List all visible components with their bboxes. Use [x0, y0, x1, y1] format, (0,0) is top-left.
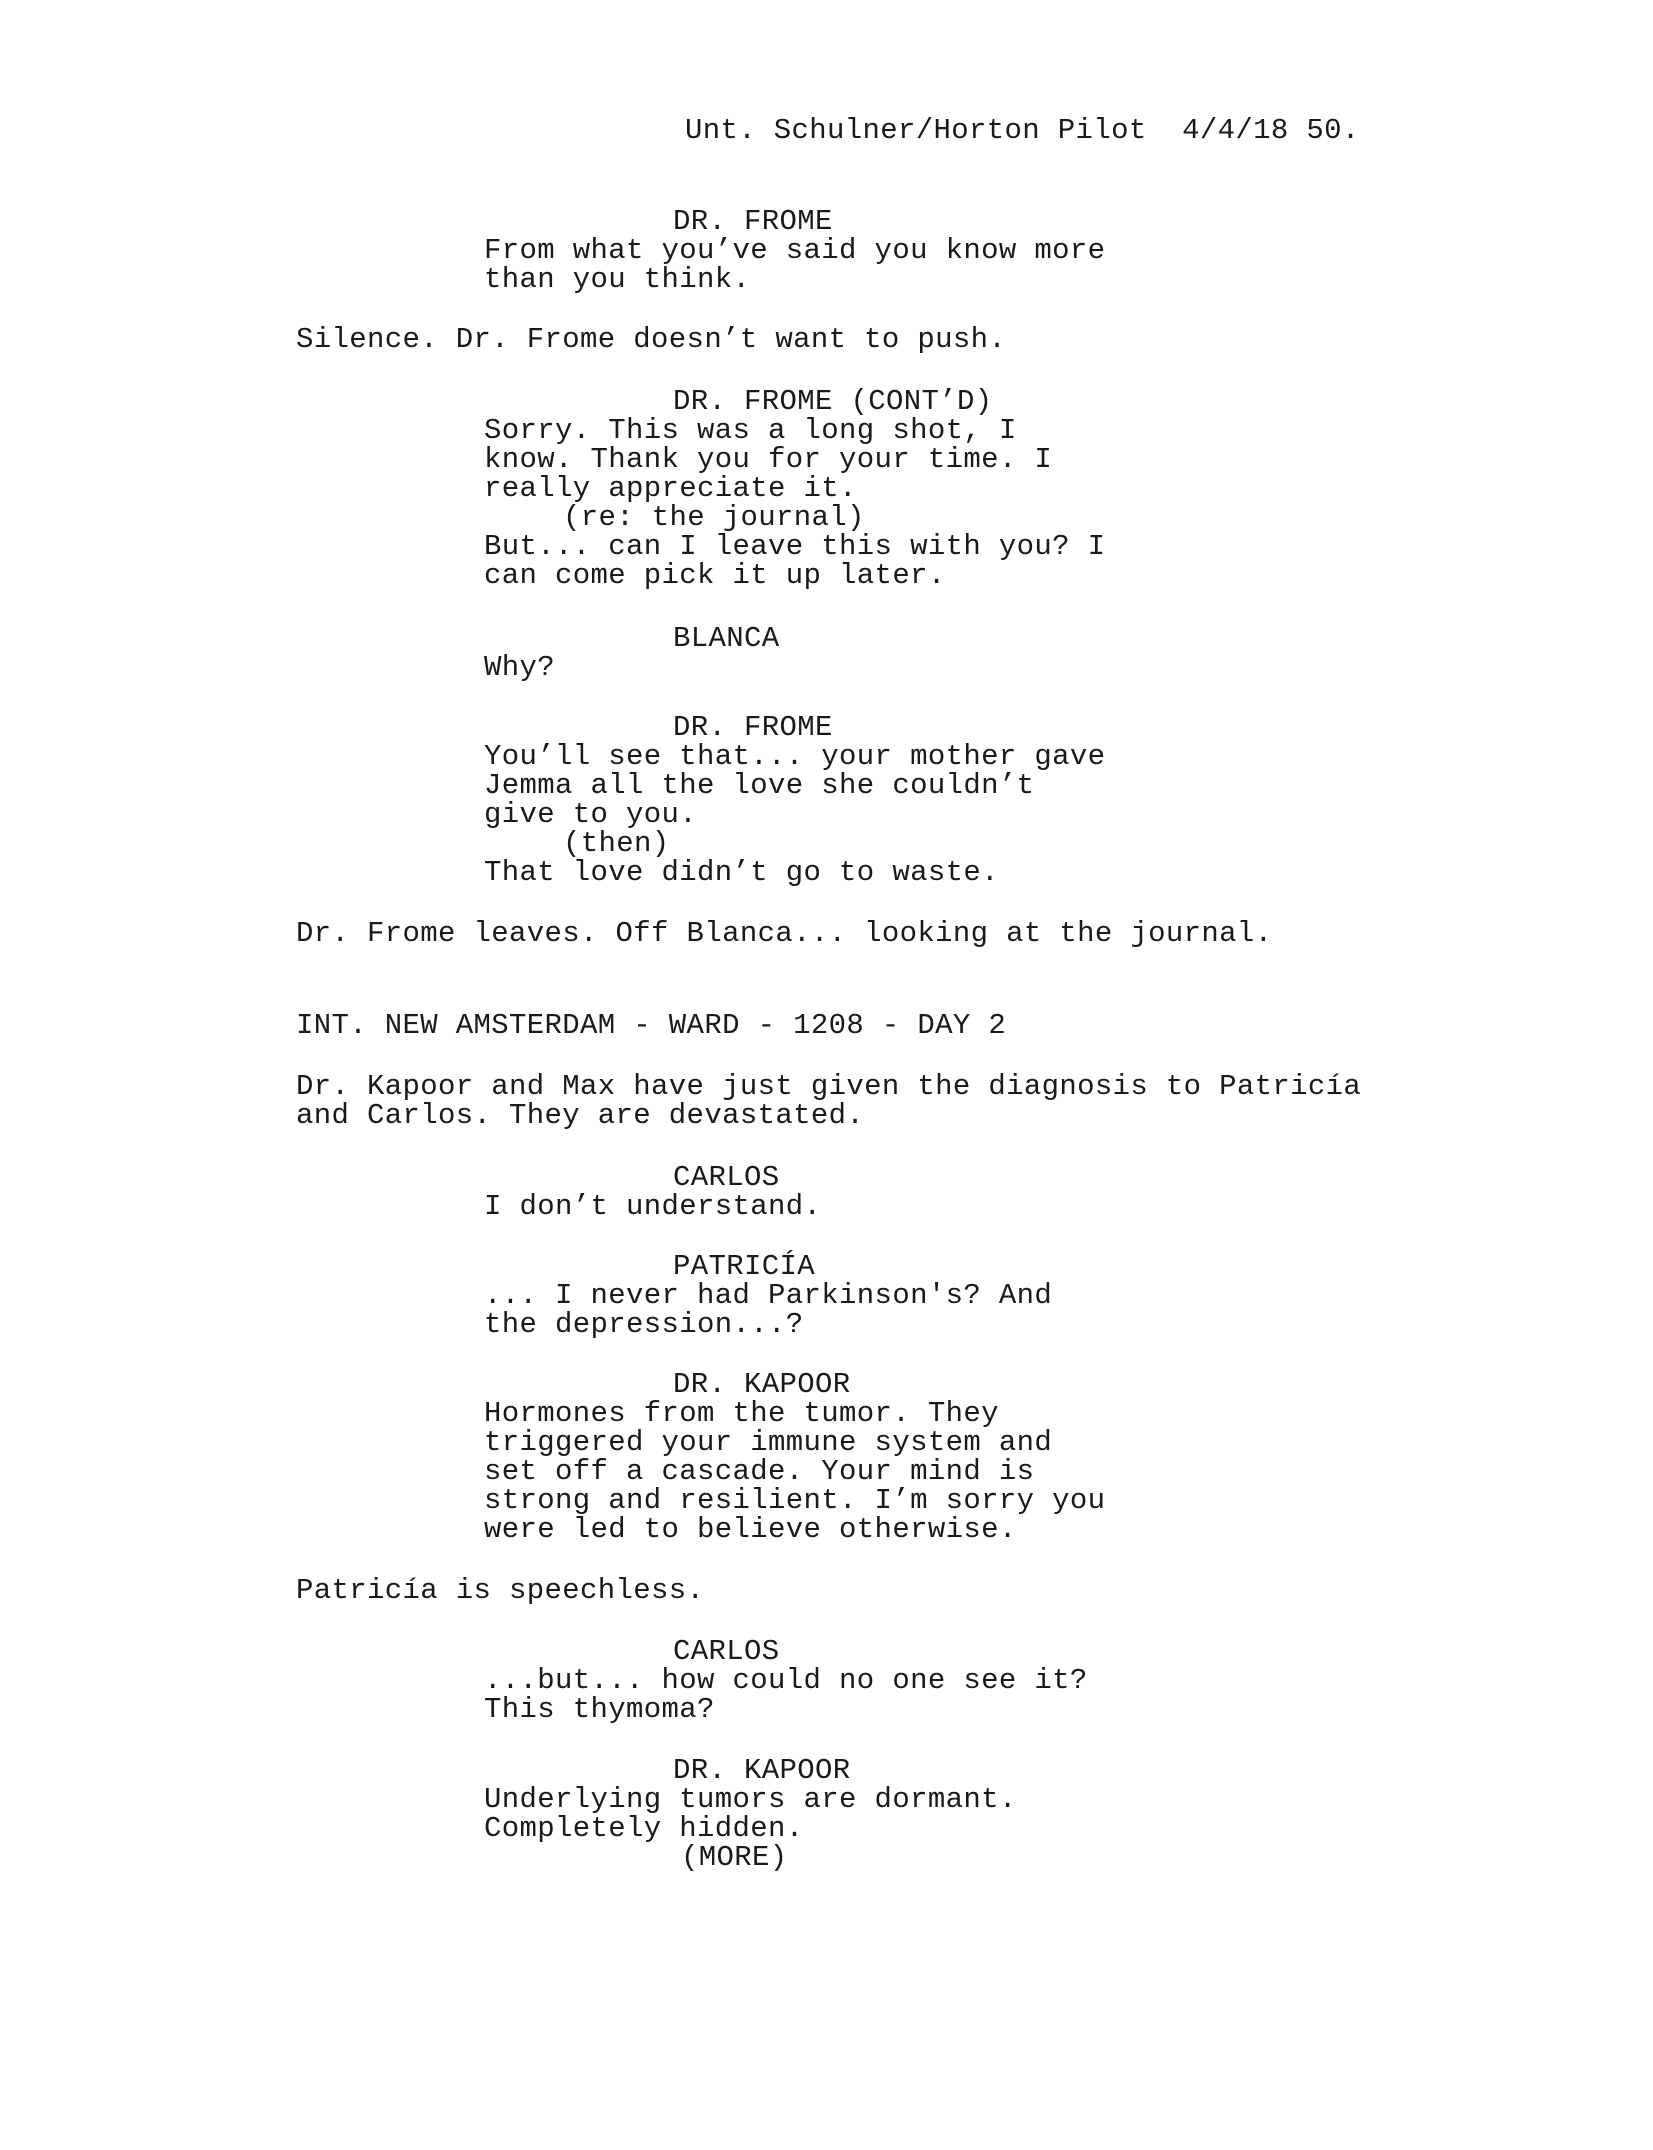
dialogue-line: set off a cascade. Your mind is: [484, 1455, 1035, 1488]
more-marker: (MORE): [681, 1841, 788, 1874]
dialogue-line: can come pick it up later.: [484, 559, 946, 592]
action-line: and Carlos. They are devastated.: [296, 1099, 865, 1132]
character-name: DR. FROME: [673, 205, 833, 238]
dialogue-line: Sorry. This was a long shot, I: [484, 414, 1017, 447]
character-name: DR. KAPOOR: [673, 1754, 851, 1787]
character-name: CARLOS: [673, 1635, 780, 1668]
dialogue-line: That love didn’t go to waste.: [484, 856, 999, 889]
dialogue-line: You’ll see that... your mother gave: [484, 740, 1106, 773]
character-name: BLANCA: [673, 622, 780, 655]
dialogue-line: know. Thank you for your time. I: [484, 443, 1053, 476]
dialogue-line: ... I never had Parkinson's? And: [484, 1279, 1053, 1312]
dialogue-line: This thymoma?: [484, 1693, 715, 1726]
dialogue-line: Jemma all the love she couldn’t: [484, 769, 1035, 802]
parenthetical: (re: the journal): [563, 501, 865, 534]
dialogue-line: ...but... how could no one see it?: [484, 1664, 1088, 1697]
page-header: Unt. Schulner/Horton Pilot 4/4/18 50.: [685, 114, 1360, 147]
dialogue-line: than you think.: [484, 263, 751, 296]
dialogue-line: Why?: [484, 651, 556, 684]
dialogue-line: From what you’ve said you know more: [484, 234, 1106, 267]
dialogue-line: really appreciate it.: [484, 472, 857, 505]
action-line: Patricía is speechless.: [296, 1574, 705, 1607]
scene-heading: INT. NEW AMSTERDAM - WARD - 1208 - DAY 2: [296, 1009, 1007, 1042]
character-name: DR. FROME: [673, 711, 833, 744]
dialogue-line: triggered your immune system and: [484, 1426, 1053, 1459]
action-line: Silence. Dr. Frome doesn’t want to push.: [296, 323, 1007, 356]
character-name: DR. KAPOOR: [673, 1368, 851, 1401]
action-line: Dr. Kapoor and Max have just given the diagnosis to Patricía: [296, 1070, 1362, 1103]
dialogue-line: strong and resilient. I’m sorry you: [484, 1484, 1106, 1517]
dialogue-line: I don’t understand.: [484, 1190, 822, 1223]
character-name: DR. FROME (CONT’D): [673, 385, 993, 418]
dialogue-line: Hormones from the tumor. They: [484, 1397, 999, 1430]
dialogue-line: But... can I leave this with you? I: [484, 530, 1106, 563]
character-name: PATRICÍA: [673, 1250, 816, 1283]
character-name: CARLOS: [673, 1161, 780, 1194]
dialogue-line: the depression...?: [484, 1308, 804, 1341]
dialogue-line: give to you.: [484, 798, 698, 831]
action-line: Dr. Frome leaves. Off Blanca... looking at the journal.: [296, 917, 1273, 950]
dialogue-line: were led to believe otherwise.: [484, 1513, 1017, 1546]
parenthetical: (then): [563, 827, 670, 860]
dialogue-line: Underlying tumors are dormant.: [484, 1783, 1017, 1816]
dialogue-line: Completely hidden.: [484, 1812, 804, 1845]
